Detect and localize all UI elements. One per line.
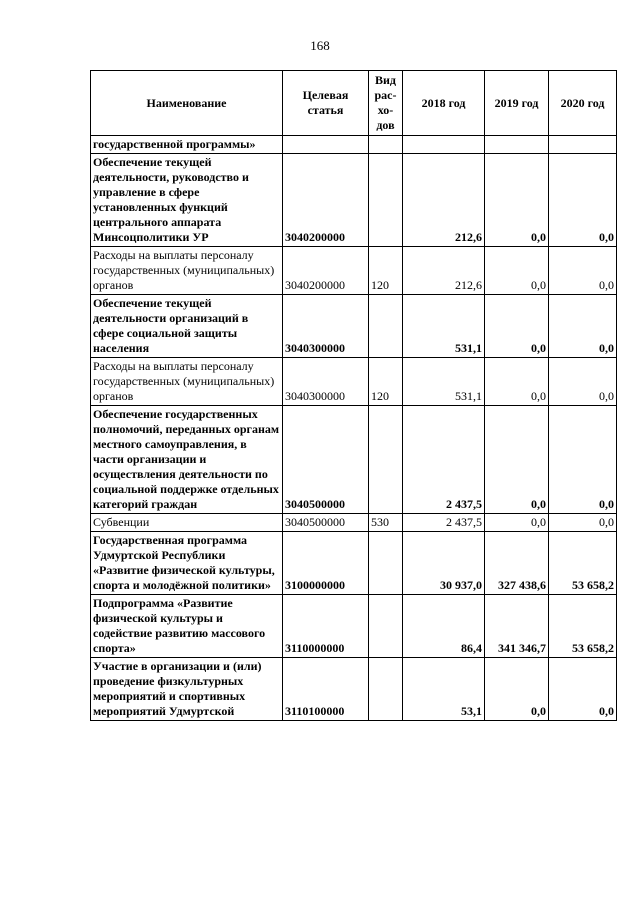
cell-2020: 0,0 [549, 658, 617, 721]
cell-2018: 531,1 [403, 295, 485, 358]
cell-name: Участие в организации и (или) проведение физкультурных мероприятий и спортивных мероприятий Удмуртской [91, 658, 283, 721]
cell-2018: 2 437,5 [403, 514, 485, 532]
cell-2020: 53 658,2 [549, 595, 617, 658]
table-row [91, 532, 617, 595]
header-2018: 2018 год [403, 71, 485, 136]
cell-name: государственной программы» [91, 136, 283, 154]
cell-target-code: 3040500000 [283, 406, 369, 514]
cell-name: Подпрограмма «Развитие физической культуры и содействие развитию массового спорта» [91, 595, 283, 658]
cell-2019: 0,0 [485, 295, 549, 358]
header-2019: 2019 год [485, 71, 549, 136]
table-row [91, 595, 617, 658]
cell-name: Расходы на выплаты персоналу государственных (муниципальных) органов [91, 358, 283, 406]
cell-2018: 2 437,5 [403, 406, 485, 514]
cell-target-code: 3040300000 [283, 295, 369, 358]
cell-target-code: 3040200000 [283, 154, 369, 247]
cell-2019: 327 438,6 [485, 532, 549, 595]
cell-2018: 212,6 [403, 154, 485, 247]
cell-2018: 86,4 [403, 595, 485, 658]
cell-2019 [485, 136, 549, 154]
table-row [91, 154, 617, 247]
cell-target-code: 3040300000 [283, 358, 369, 406]
cell-target-code: 3100000000 [283, 532, 369, 595]
cell-2018: 212,6 [403, 247, 485, 295]
cell-2020: 53 658,2 [549, 532, 617, 595]
cell-name: Расходы на выплаты персоналу государственных (муниципальных) органов [91, 247, 283, 295]
cell-2019: 0,0 [485, 358, 549, 406]
cell-expense-type: 120 [369, 247, 403, 295]
cell-expense-type: 120 [369, 358, 403, 406]
cell-2020: 0,0 [549, 406, 617, 514]
cell-target-code [283, 136, 369, 154]
table-row [91, 514, 617, 532]
table-row [91, 295, 617, 358]
cell-2018: 53,1 [403, 658, 485, 721]
cell-2019: 0,0 [485, 406, 549, 514]
table-row [91, 358, 617, 406]
header-row [91, 71, 617, 136]
cell-expense-type: 530 [369, 514, 403, 532]
cell-2020: 0,0 [549, 295, 617, 358]
cell-2018: 531,1 [403, 358, 485, 406]
cell-2018 [403, 136, 485, 154]
cell-2019: 0,0 [485, 247, 549, 295]
header-expense-type: Вид рас-хо-дов [369, 71, 403, 136]
cell-target-code: 3110100000 [283, 658, 369, 721]
table-row [91, 658, 617, 721]
header-name: Наименование [91, 71, 283, 136]
cell-2019: 0,0 [485, 514, 549, 532]
cell-expense-type [369, 658, 403, 721]
cell-name: Обеспечение государственных полномочий, переданных органам местного самоуправления, в части организации и осуществления деятельности по социальной поддержке отдельных категорий граждан [91, 406, 283, 514]
header-2020: 2020 год [549, 71, 617, 136]
table-row [91, 136, 617, 154]
cell-expense-type [369, 595, 403, 658]
cell-expense-type [369, 136, 403, 154]
cell-target-code: 3040500000 [283, 514, 369, 532]
cell-2020: 0,0 [549, 358, 617, 406]
budget-table [90, 70, 617, 721]
table-body [91, 136, 617, 721]
cell-name: Обеспечение текущей деятельности организаций в сфере социальной защиты населения [91, 295, 283, 358]
table-row [91, 406, 617, 514]
cell-expense-type [369, 532, 403, 595]
cell-2020: 0,0 [549, 247, 617, 295]
cell-2020: 0,0 [549, 514, 617, 532]
table-row [91, 247, 617, 295]
cell-target-code: 3110000000 [283, 595, 369, 658]
cell-name: Государственная программа Удмуртской Республики «Развитие физической культуры, спорта и молодёжной политики» [91, 532, 283, 595]
page-number: 168 [310, 38, 330, 53]
cell-2019: 0,0 [485, 658, 549, 721]
cell-2019: 0,0 [485, 154, 549, 247]
cell-name: Обеспечение текущей деятельности, руководство и управление в сфере установленных функций центрального аппарата Минсоцполитики УР [91, 154, 283, 247]
header-code: Целевая статья [283, 71, 369, 136]
cell-expense-type [369, 154, 403, 247]
cell-target-code: 3040200000 [283, 247, 369, 295]
cell-2020: 0,0 [549, 154, 617, 247]
cell-name: Субвенции [91, 514, 283, 532]
cell-2020 [549, 136, 617, 154]
cell-expense-type [369, 295, 403, 358]
cell-2018: 30 937,0 [403, 532, 485, 595]
cell-2019: 341 346,7 [485, 595, 549, 658]
cell-expense-type [369, 406, 403, 514]
